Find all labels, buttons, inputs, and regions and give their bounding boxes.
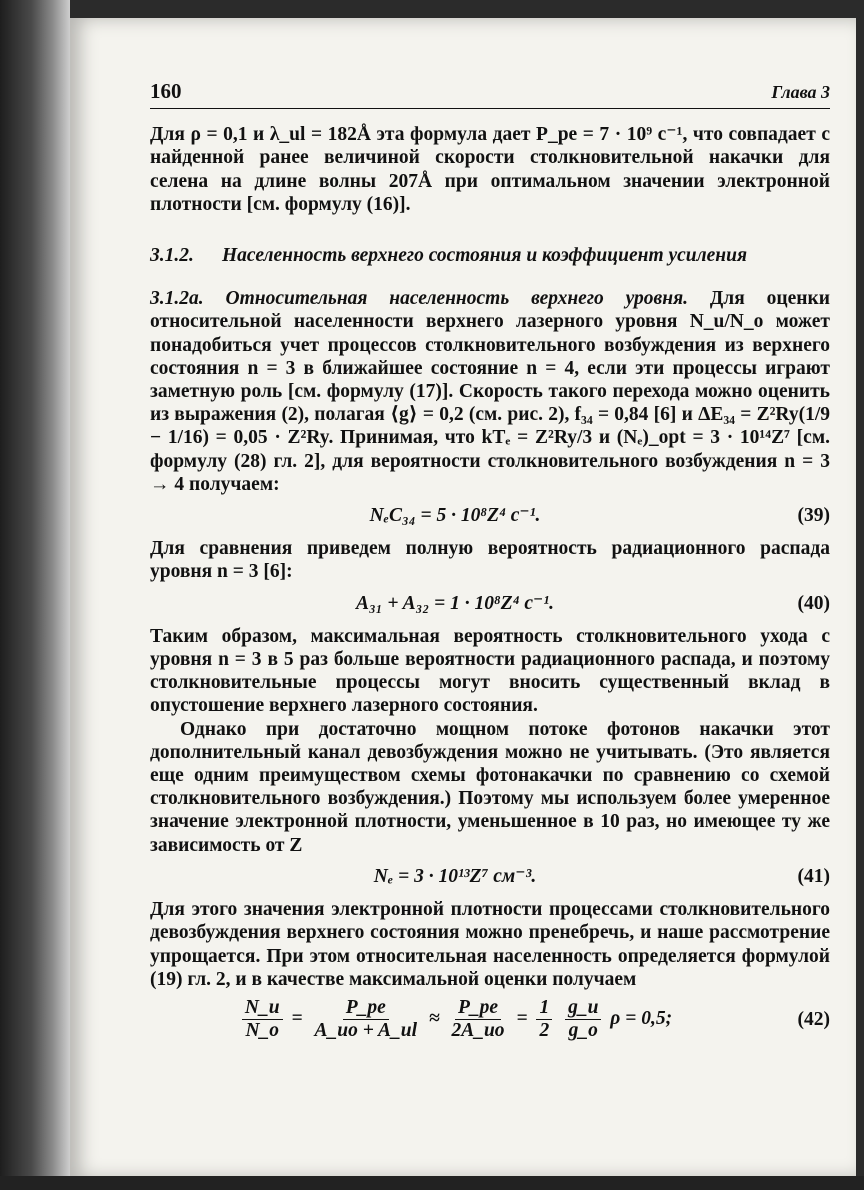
eq42-fraction-2: [448, 997, 507, 1042]
paragraph-1: Для ρ = 0,1 и λ_ul = 182Å эта формула дает P_pe = 7 · 10⁹ с⁻¹, что совпадает с найденной ранее величиной скорости столкновительной накачки для селена на длине волны 207Å при оптимальном значении электронной плотности [см. формулу (16)].: [150, 124, 830, 215]
equation-39-number: (39): [797, 505, 830, 527]
equation-41-expr: Nₑ = 3 · 10¹³Z⁷ см⁻³.: [373, 865, 537, 887]
eq42-fraction-1: [311, 997, 420, 1042]
eq42-f1-den: A_uo + A_ul: [314, 1019, 417, 1041]
equation-39: [150, 504, 830, 527]
eq42-tail: ρ = 0,5;: [610, 1007, 673, 1029]
page-shadow: [0, 1176, 864, 1190]
paragraph-4: Таким образом, максимальная вероятность столкновительного ухода с уровня n = 3 в 5 раз больше вероятности радиационного распада, и поэтому столкновительные процессы могут вносить существенный вклад в опустошение верхнего лазерного состояния.: [150, 625, 830, 717]
equation-41: [150, 865, 830, 888]
eq42-f4-den: g_o: [568, 1019, 598, 1041]
equation-40-expr: A₃₁ + A₃₂ = 1 · 10⁸Z⁴ с⁻¹.: [355, 592, 555, 614]
eq42-f3-num: 1: [536, 997, 552, 1020]
equation-42-expr: $\frac{N\_u}{N\_o}$ = $\frac{P\_pe}{A\_uo + A\_ul}$ ≈ $\frac{P\_pe}{2A\_uo}$ = $\frac{1}{2}$ $\frac{g\_u}{g\_o}$ ρ = 0,5;: [150, 997, 760, 1042]
page-content: [150, 80, 830, 1052]
equation-40: [150, 592, 830, 615]
section-title: Населенность верхнего состояния и коэффициент усиления: [222, 245, 748, 267]
equation-39-expr: NₑC₃₄ = 5 · 10⁸Z⁴ с⁻¹.: [369, 505, 541, 527]
eq42-lhs-fraction: [242, 997, 283, 1042]
paragraph-3: Для сравнения приведем полную вероятность радиационного распада уровня n = 3 [6]:: [150, 538, 830, 583]
eq42-lhs-den: N_o: [245, 1019, 280, 1041]
subsection-title: 3.1.2a. Относительная населенность верхнего уровня.: [150, 288, 688, 310]
eq42-fraction-3: [536, 997, 552, 1042]
book-spine: [0, 0, 70, 1190]
paragraph-6: Для этого значения электронной плотности процессами столкновительного девозбуждения верхнего состояния можно пренебречь, и наше рассмотрение упрощается. При этом относительная населенность определяется формулой (19) гл. 2, и в качестве максимальной оценки получаем: [150, 899, 830, 990]
equation-40-number: (40): [797, 592, 830, 614]
eq42-lhs-num: N_u: [242, 997, 283, 1020]
equation-41-number: (41): [797, 865, 830, 887]
paragraph-5: Однако при достаточно мощном потоке фотонов накачки этот дополнительный канал девозбуждения можно не учитывать. (Это является еще одним преимуществом схемы фотонакачки по сравнению со схемой столкновительного возбуждения.) Поэтому мы используем более умеренное значение электронной плотности, уменьшенное в 10 раз, но имеющее ту же зависимость от Z: [150, 718, 830, 856]
paragraph-2-text: Для оценки относительной населенности верхнего лазерного уровня N_u/N_o может понадобиться учет процессов столкновительного возбуждения из верхнего состояния n = 3 в ближайшее состояние n = 4, если эти процессы играют заметную роль [см. формулу (17)]. Скорость такого перехода можно оценить из выражения (2), полагая ⟨g⟩ = 0,2 (см. рис. 2), f₃₄ = 0,84 [6] и ΔE₃₄ = Z²Ry(1/9 − 1/16) = 0,05 · Z²Ry. Принимая, что kTₑ = Z²Ry/3 и (Nₑ)_opt = 3 · 10¹⁴Z⁷ [см. формулу (28) гл. 2], для вероятности столкновительного возбуждения n = 3 → 4 получаем:: [150, 288, 830, 495]
eq42-f3-den: 2: [539, 1019, 550, 1041]
section-number: 3.1.2.: [150, 245, 194, 267]
eq42-fraction-4: [565, 997, 601, 1042]
equation-42: [150, 997, 830, 1042]
eq42-f2-den: 2A_uo: [451, 1019, 505, 1041]
eq42-f4-num: g_u: [565, 997, 601, 1020]
equation-42-number: (42): [797, 1008, 830, 1030]
chapter-label: Глава 3: [771, 82, 830, 102]
section-heading: [150, 244, 830, 267]
eq42-f2-num: P_pe: [455, 997, 501, 1020]
eq42-f1-num: P_pe: [343, 997, 389, 1020]
page-number: 160: [150, 79, 182, 103]
paragraph-2: [150, 287, 830, 496]
running-header: [150, 80, 830, 109]
